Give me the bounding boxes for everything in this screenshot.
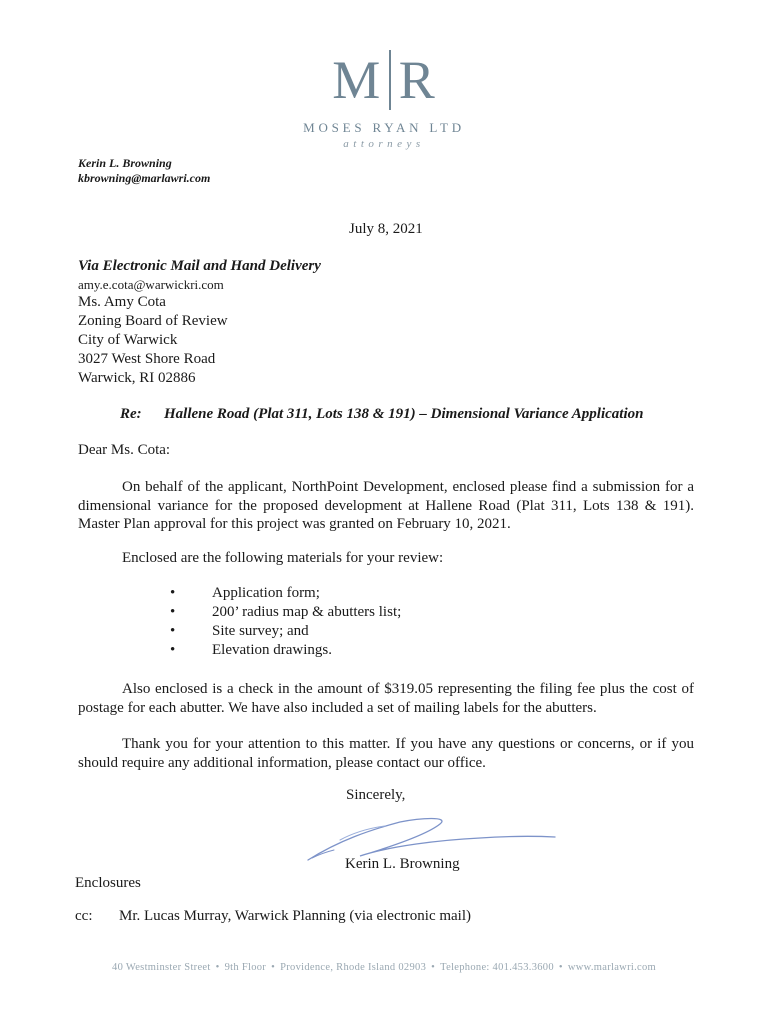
cc-label: cc: bbox=[75, 908, 93, 924]
list-item: • Elevation drawings. bbox=[170, 642, 332, 658]
recipient-city: City of Warwick bbox=[78, 332, 178, 348]
paragraph-3-text: Also enclosed is a check in the amount of $319.05 representing the filing fee plus the cost of postage for each abutter. We have also included a set of mailing labels for the abutters. bbox=[78, 681, 694, 716]
salutation: Dear Ms. Cota: bbox=[78, 442, 171, 458]
body-paragraph-1 bbox=[78, 478, 694, 534]
signer-name: Kerin L. Browning bbox=[345, 856, 460, 872]
delivery-method: Via Electronic Mail and Hand Delivery bbox=[78, 258, 321, 274]
cc-line bbox=[75, 908, 471, 925]
subject-line bbox=[120, 406, 643, 423]
logo-divider bbox=[389, 50, 391, 110]
body-paragraph-2 bbox=[78, 549, 694, 568]
closing: Sincerely, bbox=[346, 787, 406, 803]
author-email: kbrowning@marlawri.com bbox=[78, 171, 211, 185]
footer-address: 40 Westminster Street bbox=[112, 962, 211, 973]
recipient-city-state-zip: Warwick, RI 02886 bbox=[78, 370, 196, 386]
author-name: Kerin L. Browning bbox=[78, 156, 172, 170]
paragraph-4-text: Thank you for your attention to this matter. If you have any questions or concerns, or if you should require any additional information, please contact our office. bbox=[78, 736, 694, 771]
paragraph-1-text: On behalf of the applicant, NorthPoint Development, enclosed please find a submission for a dimensional variance for the proposed development at Hallene Road (Plat 311, Lots 138 & 191). Master Plan approval for this project was granted on February 10, 2021. bbox=[78, 479, 694, 532]
author-block bbox=[78, 156, 210, 186]
bullet-icon: • bbox=[170, 585, 176, 601]
logo-letter-m: M bbox=[332, 50, 382, 110]
paragraph-2-text: Enclosed are the following materials for your review: bbox=[122, 550, 444, 566]
cc-recipient: Mr. Lucas Murray, Warwick Planning (via electronic mail) bbox=[119, 908, 472, 924]
footer-city: Providence, Rhode Island 02903 bbox=[280, 962, 427, 973]
recipient-address bbox=[78, 257, 321, 388]
footer-floor: 9th Floor bbox=[224, 962, 267, 973]
letter-date: July 8, 2021 bbox=[349, 221, 423, 237]
recipient-email: amy.e.cota@warwickri.com bbox=[78, 277, 224, 292]
firm-name: MOSES RYAN LTD bbox=[303, 120, 465, 135]
subject-text: Hallene Road (Plat 311, Lots 138 & 191) – Dimensional Variance Application bbox=[164, 406, 644, 422]
letterhead-footer: 40 Westminster Street • 9th Floor • Providence, Rhode Island 02903 • Telephone: 401.453.3600 • www.marlawri.com bbox=[112, 962, 656, 973]
list-item: • Site survey; and bbox=[170, 623, 309, 639]
recipient-street: 3027 West Shore Road bbox=[78, 351, 216, 367]
body-paragraph-3 bbox=[78, 680, 694, 717]
logo-letter-r: R bbox=[398, 50, 436, 110]
footer-phone: Telephone: 401.453.3600 bbox=[440, 962, 554, 973]
bullet-icon: • bbox=[170, 623, 176, 639]
bullet-icon: • bbox=[170, 642, 176, 658]
recipient-name: Ms. Amy Cota bbox=[78, 294, 166, 310]
recipient-department: Zoning Board of Review bbox=[78, 313, 228, 329]
bullet-icon: • bbox=[170, 604, 176, 620]
body-paragraph-4 bbox=[78, 735, 694, 772]
enclosures-label: Enclosures bbox=[75, 875, 141, 891]
list-item: • Application form; bbox=[170, 585, 320, 601]
subject-label: Re: bbox=[120, 406, 142, 422]
enclosure-list bbox=[166, 584, 401, 660]
firm-subtitle: attorneys bbox=[343, 138, 425, 150]
list-item: • 200’ radius map & abutters list; bbox=[170, 604, 402, 620]
firm-logo bbox=[0, 50, 768, 110]
footer-website: www.marlawri.com bbox=[567, 962, 656, 973]
